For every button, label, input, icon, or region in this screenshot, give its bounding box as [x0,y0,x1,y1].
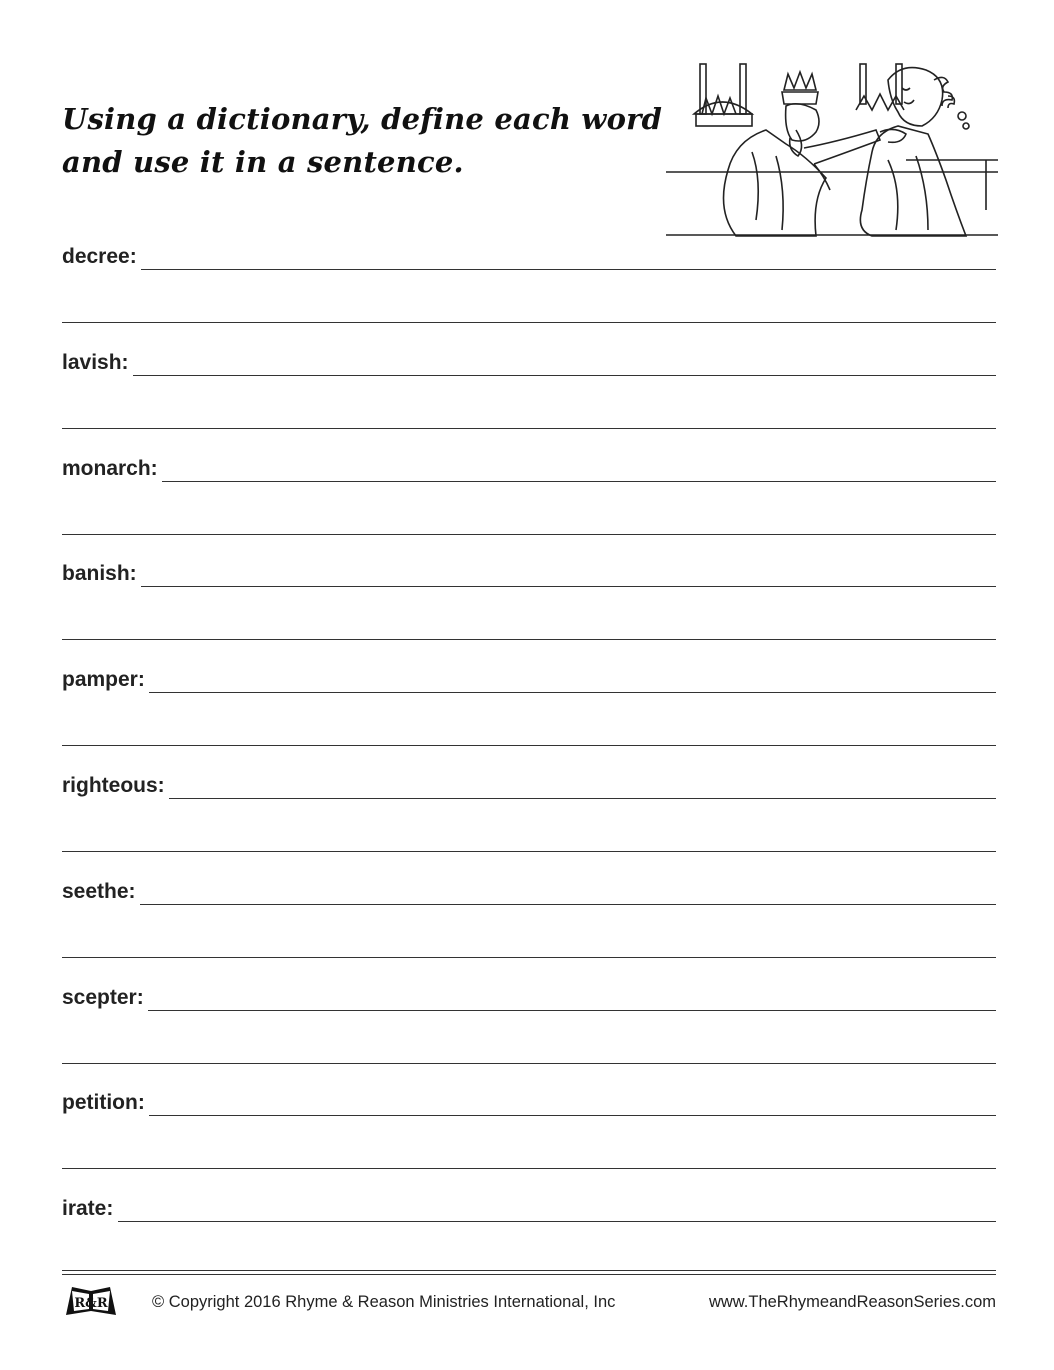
vocabulary-word: seethe: [62,879,136,903]
definition-line[interactable] [62,981,996,1011]
instructions-line-2: and use it in a sentence. [62,145,464,179]
sentence-line[interactable] [62,1274,996,1275]
rhyme-and-reason-book-logo [62,1283,120,1319]
instructions-line-1: Using a dictionary, define each word [62,102,663,136]
vocabulary-entry [62,769,996,799]
definition-blank [169,798,996,799]
definition-blank [149,1115,996,1116]
vocabulary-entry [62,1192,996,1222]
vocabulary-entry [62,1086,996,1116]
definition-blank [140,904,996,905]
vocabulary-word: banish: [62,562,137,586]
sentence-line[interactable] [62,428,996,429]
vocabulary-entry [62,452,996,482]
vocabulary-word: lavish: [62,350,129,374]
sentence-line[interactable] [62,1063,996,1064]
definition-blank [149,692,996,693]
definition-line[interactable] [62,769,996,799]
definition-blank [148,1010,996,1011]
sentence-line[interactable] [62,1168,996,1169]
logo-text: R&R [74,1296,108,1311]
definition-line[interactable] [62,663,996,693]
vocabulary-entry [62,663,996,693]
vocabulary-word: monarch: [62,456,158,480]
definition-line[interactable] [62,1192,996,1222]
sentence-line[interactable] [62,745,996,746]
vocabulary-entry [62,557,996,587]
vocabulary-word: pamper: [62,668,145,692]
footer-divider [62,1270,996,1271]
definition-blank [118,1221,996,1222]
vocabulary-entry [62,240,996,270]
website-link[interactable]: www.TheRhymeandReasonSeries.com [708,1293,996,1311]
instructions-heading [62,98,663,184]
definition-blank [133,375,996,376]
definition-line[interactable] [62,346,996,376]
vocabulary-word: irate: [62,1197,114,1221]
vocabulary-word: righteous: [62,774,165,797]
king-and-queen-illustration [666,60,998,242]
definition-line[interactable] [62,875,996,905]
vocabulary-entry [62,875,996,905]
sentence-line[interactable] [62,851,996,852]
definition-blank [141,586,996,587]
copyright-text: © Copyright 2016 Rhyme & Reason Ministries International, Inc [152,1293,616,1311]
sentence-line[interactable] [62,639,996,640]
sentence-line[interactable] [62,534,996,535]
vocabulary-word: scepter: [62,985,144,1009]
vocabulary-entry [62,981,996,1011]
vocabulary-word: petition: [62,1091,145,1115]
definition-blank [141,269,996,270]
definition-line[interactable] [62,557,996,587]
vocabulary-word: decree: [62,245,137,268]
definition-line[interactable] [62,452,996,482]
definition-line[interactable] [62,1086,996,1116]
vocabulary-entry [62,346,996,376]
sentence-line[interactable] [62,322,996,323]
sentence-line[interactable] [62,957,996,958]
definition-line[interactable] [62,240,996,270]
definition-blank [162,481,996,482]
